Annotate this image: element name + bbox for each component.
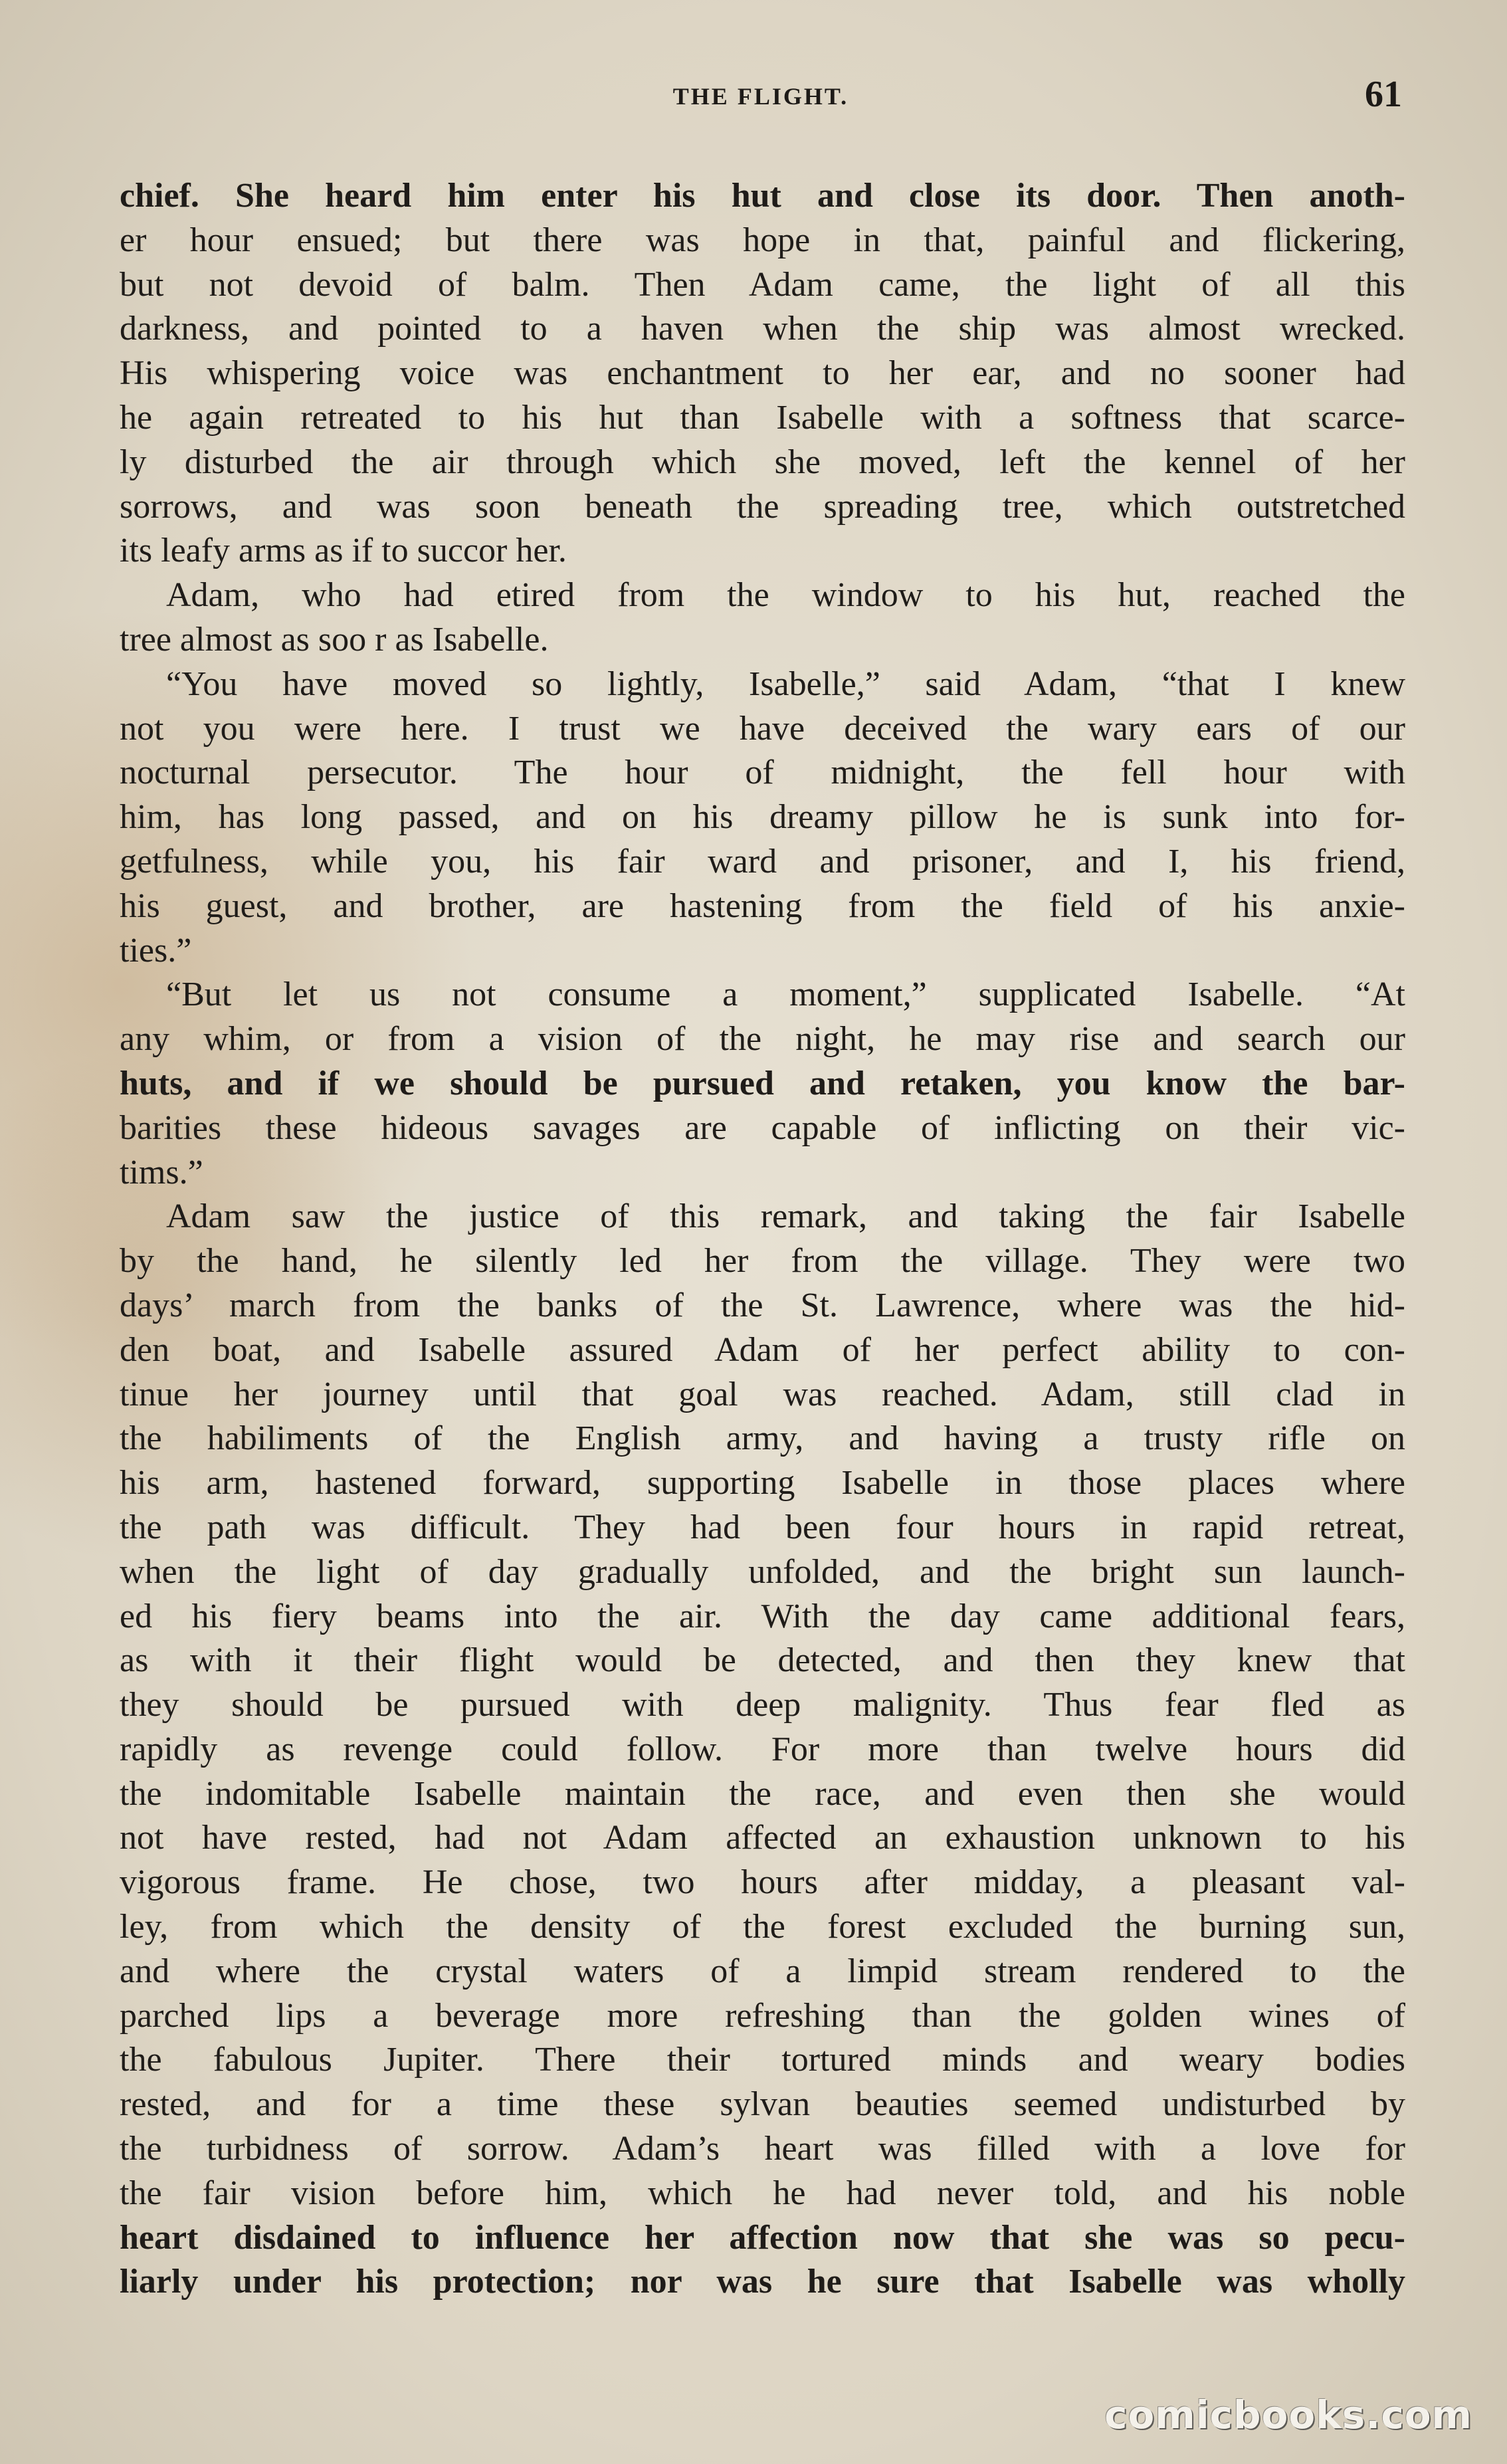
- text-line: and where the crystal waters of a limpid stream rendered to the: [120, 1952, 1405, 1990]
- text-line: huts, and if we should be pursued and retaken, you know the bar-: [120, 1064, 1405, 1102]
- text-line: getfulness, while you, his fair ward and prisoner, and I, his friend,: [120, 842, 1405, 880]
- text-line: rested, and for a time these sylvan beauties seemed undisturbed by: [120, 2085, 1405, 2124]
- text-line: he again retreated to his hut than Isabelle with a softness that scarce-: [120, 398, 1405, 437]
- text-line: Adam, who had etired from the window to his hut, reached the: [166, 576, 1405, 615]
- text-line: ly disturbed the air through which she moved, left the kennel of her: [120, 443, 1405, 481]
- text-line: darkness, and pointed to a haven when the ship was almost wrecked.: [120, 310, 1405, 348]
- text-line: not you were here. I trust we have deceived the wary ears of our: [120, 709, 1405, 748]
- body-text: [120, 174, 1405, 2305]
- text-line: liarly under his protection; nor was he sure that Isabelle was wholly: [120, 2263, 1405, 2301]
- text-line: tinue her journey until that goal was reached. Adam, still clad in: [120, 1375, 1405, 1413]
- text-line: when the light of day gradually unfolded, and the bright sun launch-: [120, 1552, 1405, 1591]
- text-line: him, has long passed, and on his dreamy pillow he is sunk into for-: [120, 798, 1405, 837]
- text-line: sorrows, and was soon beneath the spreading tree, which outstretched: [120, 487, 1405, 526]
- page-number: 61: [1365, 74, 1402, 115]
- text-line: chief. She heard him enter his hut and close its door. Then anoth-: [120, 177, 1405, 215]
- text-line: any whim, or from a vision of the night, he may rise and search our: [120, 1020, 1405, 1059]
- text-line: er hour ensued; but there was hope in that, painful and flickering,: [120, 221, 1405, 259]
- text-line: the habiliments of the English army, and having a trusty rifle on: [120, 1419, 1405, 1458]
- running-title: THE FLIGHT.: [672, 83, 849, 110]
- watermark: comicbooks.com: [1104, 2392, 1472, 2437]
- text-line: they should be pursued with deep malignity. Thus fear fled as: [120, 1686, 1405, 1724]
- text-line: not have rested, had not Adam affected an exhaustion unknown to his: [120, 1819, 1405, 1857]
- text-line: ley, from which the density of the forest excluded the burning sun,: [120, 1908, 1405, 1946]
- text-line: barities these hideous savages are capable of inflicting on their vic-: [120, 1108, 1405, 1147]
- text-line: his arm, hastened forward, supporting Isabelle in those places where: [120, 1464, 1405, 1502]
- text-line: the fair vision before him, which he had never told, and his noble: [120, 2174, 1405, 2212]
- text-line: His whispering voice was enchantment to her ear, and no sooner had: [120, 354, 1405, 393]
- text-line: the fabulous Jupiter. There their tortured minds and weary bodies: [120, 2041, 1405, 2079]
- text-line: as with it their flight would be detected, and then they knew that: [120, 1641, 1405, 1680]
- text-line: vigorous frame. He chose, two hours after midday, a pleasant val-: [120, 1863, 1405, 1902]
- text-line: parched lips a beverage more refreshing than the golden wines of: [120, 1996, 1405, 2035]
- text-line: rapidly as revenge could follow. For more than twelve hours did: [120, 1730, 1405, 1768]
- text-line: the indomitable Isabelle maintain the race, and even then she would: [120, 1774, 1405, 1813]
- text-line: ties.”: [120, 931, 192, 970]
- text-line: his guest, and brother, are hastening from the field of his anxie-: [120, 886, 1405, 925]
- text-line: heart disdained to influence her affection now that she was so pecu-: [120, 2218, 1405, 2257]
- text-line: Adam saw the justice of this remark, and taking the fair Isabelle: [166, 1197, 1405, 1236]
- text-line: days’ march from the banks of the St. Lawrence, where was the hid-: [120, 1286, 1405, 1324]
- text-line: the turbidness of sorrow. Adam’s heart was filled with a love for: [120, 2130, 1405, 2168]
- text-line: but not devoid of balm. Then Adam came, the light of all this: [120, 265, 1405, 304]
- text-line: ed his fiery beams into the air. With the day came additional fears,: [120, 1597, 1405, 1635]
- text-line: by the hand, he silently led her from the village. They were two: [120, 1242, 1405, 1281]
- text-line: tree almost as soo r as Isabelle.: [120, 620, 549, 659]
- text-line: tims.”: [120, 1153, 203, 1191]
- text-line: “You have moved so lightly, Isabelle,” said Adam, “that I knew: [166, 665, 1405, 703]
- running-head: [120, 73, 1402, 126]
- text-line: “But let us not consume a moment,” supplicated Isabelle. “At: [166, 975, 1405, 1014]
- text-line: den boat, and Isabelle assured Adam of her perfect ability to con-: [120, 1330, 1405, 1369]
- text-line: nocturnal persecutor. The hour of midnight, the fell hour with: [120, 754, 1405, 792]
- text-line: its leafy arms as if to succor her.: [120, 532, 567, 570]
- text-line: the path was difficult. They had been four hours in rapid retreat,: [120, 1508, 1405, 1546]
